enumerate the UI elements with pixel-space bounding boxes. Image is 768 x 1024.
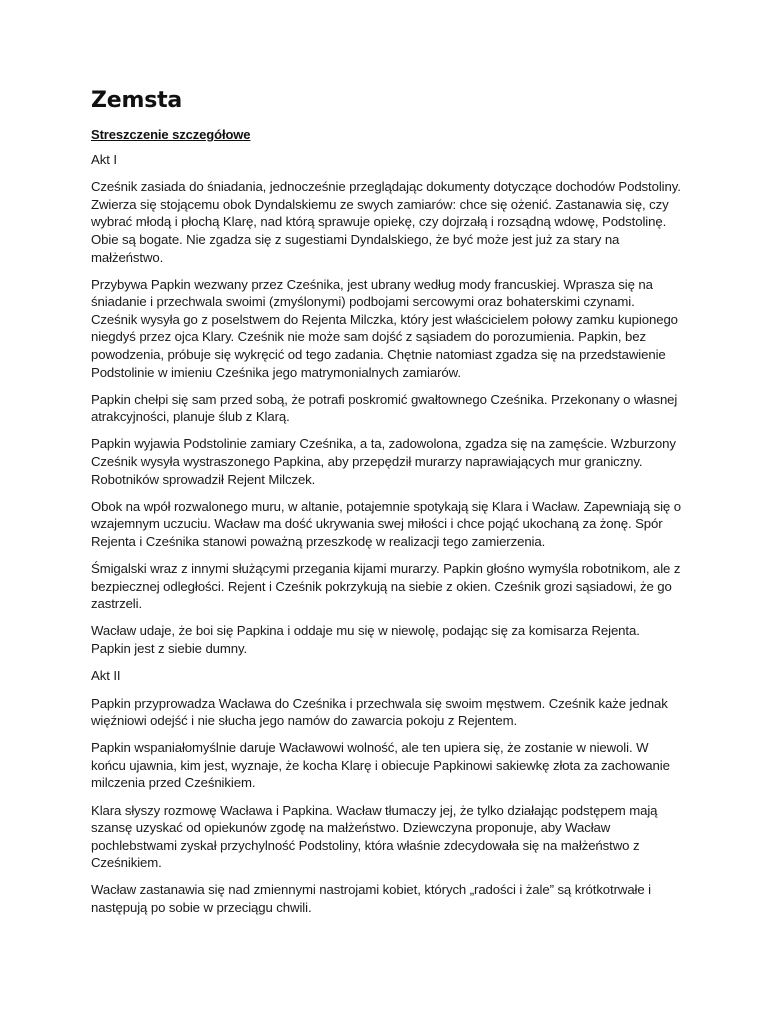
paragraph: Klara słyszy rozmowę Wacława i Papkina. Wacław tłumaczy jej, że tylko działając podstępem mają szansę uzyskać od opiekunów zgodę na małżeństwo. Dziewczyna proponuje, aby Wacław pochlebstwami zyskał przychylność Podstoliny, która właśnie zdecydowała się na małżeństwo z Cześnikiem. bbox=[91, 802, 658, 871]
paragraph: Śmigalski wraz z innymi służącymi przegania kijami murarzy. Papkin głośno wymyśla robotnikom, ale z bezpiecznej odległości. Rejent i Cześnik pokrzykują na siebie z okien. Cześnik grozi sąsiadowi, że go zastrzeli. bbox=[91, 560, 681, 612]
paragraph: Papkin przyprowadza Wacława do Cześnika i przechwala się swoim męstwem. Cześnik każe jednak więźniowi odejść i nie słucha jego namów do zawarcia pokoju z Rejentem. bbox=[91, 695, 668, 729]
paragraph: Papkin chełpi się sam przed sobą, że potrafi poskromić gwałtownego Cześnika. Przekonany o własnej atrakcyjności, planuje ślub z Klarą. bbox=[91, 391, 678, 425]
paragraph: Papkin wyjawia Podstolinie zamiary Cześnika, a ta, zadowolona, zgadza się na zamęście. Wzburzony Cześnik wysyła wystraszonego Papkina, aby przepędził murarzy naprawiających mur graniczny. Robotników sprowadził Rejent Milczek. bbox=[91, 436, 676, 487]
paragraph: Obok na wpół rozwalonego muru, w altanie, potajemnie spotykają się Klara i Wacław. Zapewniają się o wzajemnym uczuciu. Wacław ma dość ukrywania swej miłości i chce pojąć ukochaną za żonę. Spór Rejenta i Cześnika stanowi poważną przeszkodę w realizacji tego zamierzenia. bbox=[91, 498, 681, 549]
document-title: Zemsta bbox=[91, 88, 183, 113]
paragraph: Papkin wspaniałomyślnie daruje Wacławowi wolność, ale ten upiera się, że zostanie w niewoli. W końcu ujawnia, kim jest, wyznaje, że kocha Klarę i obiecuje Papkinowi sakiewkę złota za zachowanie milczenia przed Cześnikiem. bbox=[91, 740, 670, 791]
paragraph: Przybywa Papkin wezwany przez Cześnika, jest ubrany według mody francuskiej. Wprasza się na śniadanie i przechwala swoimi (zmyślonymi) podbojami sercowymi oraz bohaterskimi czynami. Cześnik wysyła go z poselstwem do Rejenta Milczka, który jest właścicielem połowy zamku kupionego niegdyś przez ojca Klary. Cześnik nie może sam dojść z sąsiadem do porozumienia. Papkin, bez powodzenia, próbuje się wykręcić od tego zadania. Chętnie natomiast zgadza się na przedstawienie Podstolinie w imieniu Cześnika jego matrymonialnych zamiarów. bbox=[91, 276, 678, 380]
document-body bbox=[91, 88, 681, 926]
act-2-label: Akt II bbox=[91, 667, 121, 683]
paragraph: Wacław zastanawia się nad zmiennymi nastrojami kobiet, których „radości i żale” są krótkotrwałe i następują po sobie w przeciągu chwili. bbox=[91, 882, 652, 915]
paragraph: Wacław udaje, że boi się Papkina i oddaje mu się w niewolę, podając się za komisarza Rejenta. Papkin jest z siebie dumny. bbox=[91, 623, 640, 656]
document-subtitle: Streszczenie szczegółowe bbox=[91, 127, 251, 142]
paragraph: Cześnik zasiada do śniadania, jednocześnie przeglądając dokumenty dotyczące dochodów Podstoliny. Zwierza się stojącemu obok Dyndalskiemu ze swych zamiarów: chce się ożenić. Zastanawia się, czy wybrać młodą i płochą Klarę, nad którą sprawuje opiekę, czy dojrzałą i rozsądną wdowę, Podstolinę. Obie są bogate. Nie zgadza się z sugestiami Dyndalskiego, że być może jest już za stary na małżeństwo. bbox=[91, 179, 681, 265]
act-1-label: Akt I bbox=[91, 151, 117, 167]
